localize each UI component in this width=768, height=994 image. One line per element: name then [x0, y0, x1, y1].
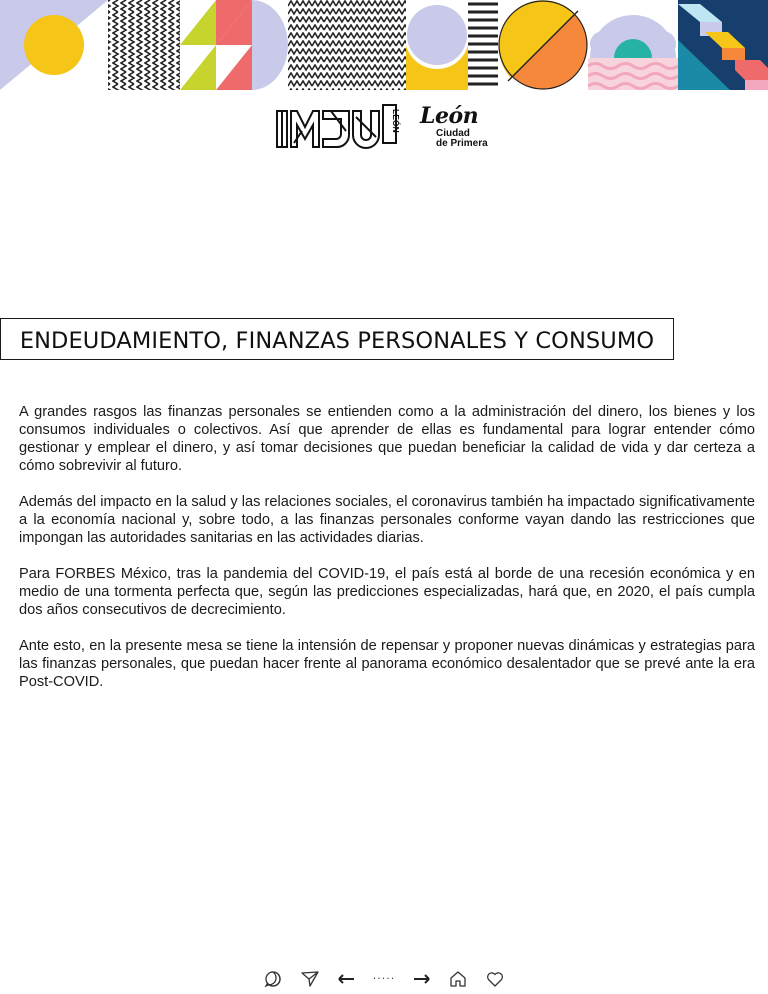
previous-page-button[interactable] — [336, 969, 356, 989]
page-dots-icon[interactable]: ····· — [372, 972, 396, 985]
page-title: ENDEUDAMIENTO, FINANZAS PERSONALES Y CONSUMO — [19, 327, 655, 354]
leon-ciudad-logo — [416, 103, 506, 153]
home-button[interactable] — [448, 969, 468, 989]
search-icon — [264, 970, 282, 988]
bottom-nav — [263, 967, 505, 991]
paragraph: Para FORBES México, tras la pandemia del COVID-19, el país está al borde de una recesión económica y en medio de una tormenta perfecta que, según las predicciones especializadas, hará que, en 2020, el país cumpla dos años consecutivos de decrecimiento. — [19, 566, 755, 618]
banner-tile-triangles — [180, 0, 288, 90]
banner-tile-isometric-blocks — [678, 0, 768, 90]
banner-tile-zigzag-vertical — [108, 0, 180, 90]
banner-tile-circle — [0, 0, 108, 90]
arrow-left-icon — [337, 970, 355, 988]
document-body — [19, 403, 755, 709]
leon-logo-line2: de Primera — [436, 138, 488, 149]
paragraph: Ante esto, en la presente mesa se tiene la intensión de repensar y proponer nuevas dinámicas y estrategias para las finanzas personales, que puedan hacer frente al panorama económico desalentador que se prevé ante la era Post-COVID. — [19, 638, 755, 690]
home-icon — [449, 970, 467, 988]
search-button[interactable] — [263, 969, 283, 989]
arrow-right-icon — [413, 970, 431, 988]
share-button[interactable] — [300, 969, 320, 989]
like-button[interactable] — [485, 969, 505, 989]
decorative-banner — [0, 0, 768, 90]
banner-tile-orange-disc — [498, 0, 588, 90]
banner-tile-arch-waves — [588, 0, 678, 90]
imju-sub-text: LEÓN — [391, 109, 401, 133]
logo-bar — [276, 103, 488, 153]
next-page-button[interactable] — [412, 969, 432, 989]
leon-logo-line1: Ciudad — [436, 128, 470, 139]
share-icon — [301, 970, 319, 988]
leon-logo-word: León — [420, 103, 479, 129]
title-box — [0, 318, 674, 360]
imju-logo — [276, 103, 402, 153]
paragraph: Además del impacto en la salud y las relaciones sociales, el coronavirus también ha impactado significativamente a la economía nacional y, sobre todo, a las finanzas personales conforme vayan dando las restricciones que impongan las autoridades sanitarias en las actividades diarias. — [19, 494, 755, 546]
banner-tile-semicircle — [406, 0, 498, 90]
paragraph: A grandes rasgos las finanzas personales se entienden como a la administración del dinero, los bienes y los consumos individuales o colectivos. Así que aprender de ellas es fundamental para lograr entender cómo gestionar y emplear el dinero, y así tomar decisiones que puedan beneficiar la calidad de vida y dar certeza a cómo sobrevivir al futuro. — [19, 404, 755, 474]
heart-icon — [486, 970, 504, 988]
banner-tile-zigzag-horizontal — [288, 0, 406, 90]
